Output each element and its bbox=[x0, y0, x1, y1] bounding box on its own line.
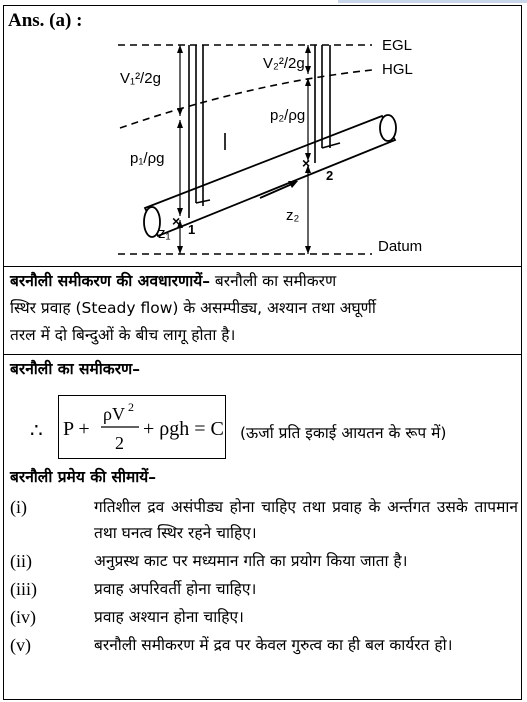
item-number: (iii) bbox=[10, 579, 37, 599]
answer-label: Ans. (a) : bbox=[8, 10, 83, 31]
svg-text:2: 2 bbox=[128, 400, 134, 414]
svg-text:P +: P + bbox=[63, 418, 90, 440]
point2-marker: × bbox=[302, 155, 311, 171]
hgl-label: HGL bbox=[382, 61, 413, 78]
equation-note: (ऊर्जा प्रति इकाई आयतन के रूप में) bbox=[240, 424, 447, 442]
list-item bbox=[10, 632, 518, 658]
therefore-symbol: ∴ bbox=[30, 418, 43, 442]
p2-head-label: p₂/ρg bbox=[270, 107, 306, 124]
v1-head-label: V₁²/2g bbox=[120, 70, 161, 87]
equation-heading: बरनौली का समीकरण– bbox=[10, 360, 141, 378]
list-item bbox=[10, 548, 518, 574]
concept-heading: बरनौली समीकरण की अवधारणायें– bbox=[10, 272, 210, 290]
list-item bbox=[10, 494, 518, 546]
limitations-heading: बरनौली प्रमेय की सीमायें– bbox=[10, 468, 157, 486]
item-text: अनुप्रस्थ काट पर मध्यमान गति का प्रयोग किया जाता है। bbox=[94, 552, 408, 570]
item-text: गतिशील द्रव असंपीड्य होना चाहिए तथा प्रवाह के अर्न्तगत उसके तापमान तथा घनत्व स्थिर रहने चाहिए। bbox=[94, 498, 518, 542]
svg-text:2: 2 bbox=[115, 433, 124, 453]
pipe-outlet bbox=[380, 115, 396, 141]
concept-line1: बरनौली का समीकरण bbox=[214, 272, 337, 290]
item-text: बरनौली समीकरण में द्रव पर केवल गुरुत्व का ही बल कार्यरत हो। bbox=[94, 636, 453, 654]
equation-box bbox=[58, 395, 226, 459]
point2-label: 2 bbox=[326, 168, 334, 183]
top-accent-line bbox=[338, 0, 527, 3]
bernoulli-equation bbox=[59, 396, 225, 458]
point1-marker: × bbox=[172, 213, 181, 229]
datum-label: Datum bbox=[378, 238, 423, 255]
item-text: प्रवाह अश्यान होना चाहिए। bbox=[94, 608, 244, 626]
z2-label: z₂ bbox=[286, 207, 300, 224]
svg-text:ρV: ρV bbox=[103, 404, 125, 424]
item-number: (v) bbox=[10, 635, 31, 655]
p1-head-label: p₁/ρg bbox=[130, 150, 165, 167]
bernoulli-diagram bbox=[100, 28, 430, 264]
concept-paragraph bbox=[10, 268, 518, 349]
item-number: (iv) bbox=[10, 607, 36, 627]
list-item bbox=[10, 604, 518, 630]
point1-label: 1 bbox=[188, 222, 196, 237]
concept-line3: तरल में दो बिन्दुओं के बीच लागू होता है। bbox=[10, 326, 236, 344]
concept-line2: स्थिर प्रवाह (Steady flow) के असम्पीड्य, अश्यान तथा अघूर्णी bbox=[10, 299, 376, 317]
z1-label: z₁ bbox=[158, 225, 171, 242]
pipe-body bbox=[145, 116, 395, 236]
item-number: (i) bbox=[10, 497, 27, 517]
svg-text:+ ρgh = C: + ρgh = C bbox=[143, 418, 224, 440]
item-text: प्रवाह अपरिवर्ती होना चाहिए। bbox=[94, 580, 257, 598]
list-item bbox=[10, 576, 518, 602]
egl-label: EGL bbox=[382, 37, 413, 54]
limitations-list bbox=[10, 494, 518, 660]
divider-2 bbox=[3, 354, 522, 355]
divider-1 bbox=[3, 266, 522, 267]
v2-head-label: V₂²/2g bbox=[263, 55, 305, 72]
item-number: (ii) bbox=[10, 551, 32, 571]
